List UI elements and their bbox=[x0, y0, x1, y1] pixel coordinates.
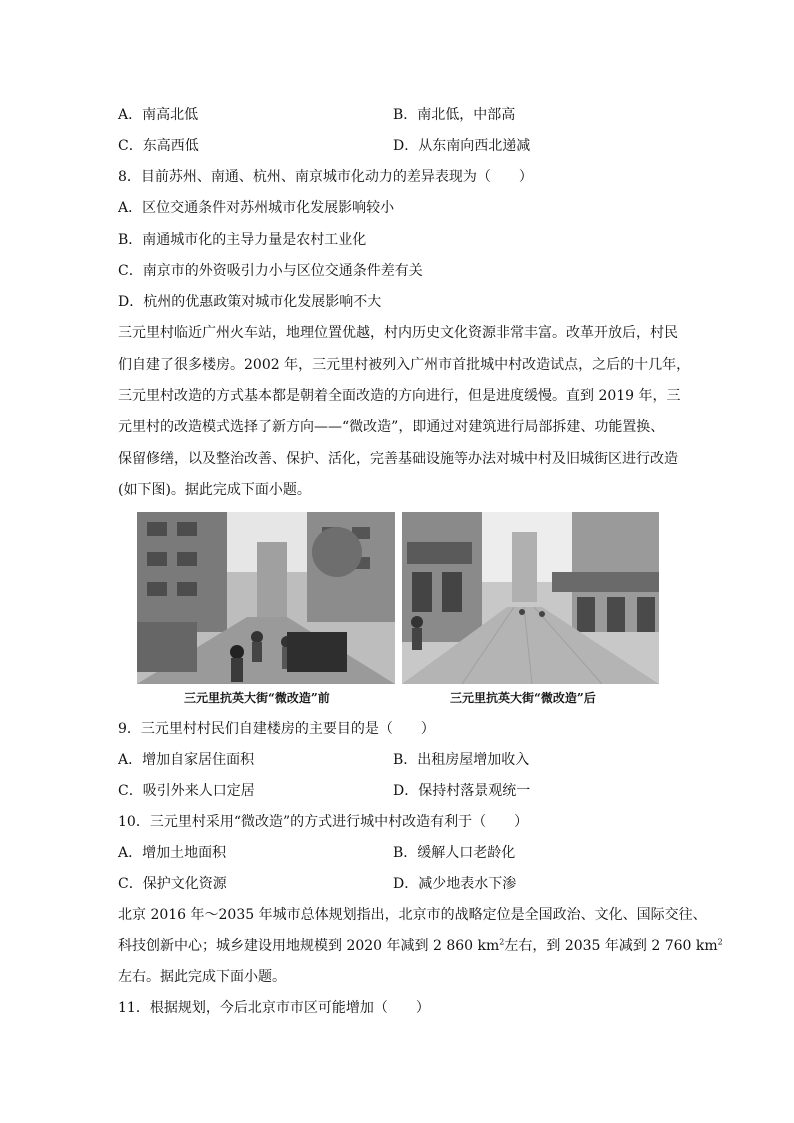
option-d: D．杭州的优惠政策对城市化发展影响不大 bbox=[118, 294, 382, 310]
photo-before bbox=[137, 512, 395, 684]
passage-line: 们自建了很多楼房。2002 年，三元里村被列入广州市首批城中村改造试点，之后的十几年， bbox=[118, 357, 691, 373]
passage-line: 北京 2016 年～2035 年城市总体规划指出，北京市的战略定位是全国政治、文化、国际交往、 bbox=[118, 907, 707, 923]
option-b: B．缓解人口老龄化 bbox=[393, 845, 516, 861]
option-a: A．增加土地面积 bbox=[118, 845, 227, 861]
question-stem: 9．三元里村村民们自建楼房的主要目的是（ ） bbox=[118, 721, 435, 737]
option-c: C．吸引外来人口定居 bbox=[118, 783, 255, 799]
option-b: B．出租房屋增加收入 bbox=[393, 752, 530, 768]
passage-line: 科技创新中心；城乡建设用地规模到 2020 年减到 2 860 $km^2$左右，到 2035 年减到 2 760 $km^2$ bbox=[118, 937, 723, 954]
photo-caption-before: 三元里抗英大街“微改造”前 bbox=[184, 691, 330, 705]
passage-line: 元里村的改造模式选择了新方向——“微改造”，即通过对建筑进行局部拆建、功能置换、 bbox=[118, 419, 665, 435]
option-a: A．南高北低 bbox=[118, 107, 199, 123]
passage-line: 三元里村改造的方式基本都是朝着全面改造的方向进行，但是进度缓慢。直到 2019 年，三 bbox=[118, 388, 681, 404]
option-c: C．保护文化资源 bbox=[118, 876, 227, 892]
question-stem: 11．根据规划，今后北京市市区可能增加（ ） bbox=[118, 1000, 430, 1016]
option-b: B．南北低，中部高 bbox=[393, 107, 516, 123]
option-c: C．南京市的外资吸引力小与区位交通条件差有关 bbox=[118, 263, 423, 279]
option-d: D．减少地表水下渗 bbox=[393, 876, 517, 892]
option-d: D．保持村落景观统一 bbox=[393, 783, 531, 799]
option-b: B．南通城市化的主导力量是农村工业化 bbox=[118, 232, 367, 248]
photo-caption-after: 三元里抗英大街“微改造”后 bbox=[450, 691, 596, 705]
passage-line: 三元里村临近广州火车站，地理位置优越，村内历史文化资源非常丰富。改革开放后，村民 bbox=[118, 325, 678, 341]
passage-line: 左右。据此完成下面小题。 bbox=[118, 969, 286, 985]
passage-line: (如下图)。据此完成下面小题。 bbox=[118, 482, 311, 498]
question-stem: 8．目前苏州、南通、杭州、南京城市化动力的差异表现为（ ） bbox=[118, 169, 533, 185]
photo-after bbox=[402, 512, 659, 684]
question-stem: 10．三元里村采用“微改造”的方式进行城中村改造有利于（ ） bbox=[118, 814, 529, 830]
option-a: A．增加自家居住面积 bbox=[118, 752, 255, 768]
passage-line: 保留修缮，以及整治改善、保护、活化，完善基础设施等办法对城中村及旧城街区进行改造 bbox=[118, 451, 678, 467]
option-c: C．东高西低 bbox=[118, 138, 199, 154]
option-a: A．区位交通条件对苏州城市化发展影响较小 bbox=[118, 200, 395, 216]
option-d: D．从东南向西北递减 bbox=[393, 138, 531, 154]
